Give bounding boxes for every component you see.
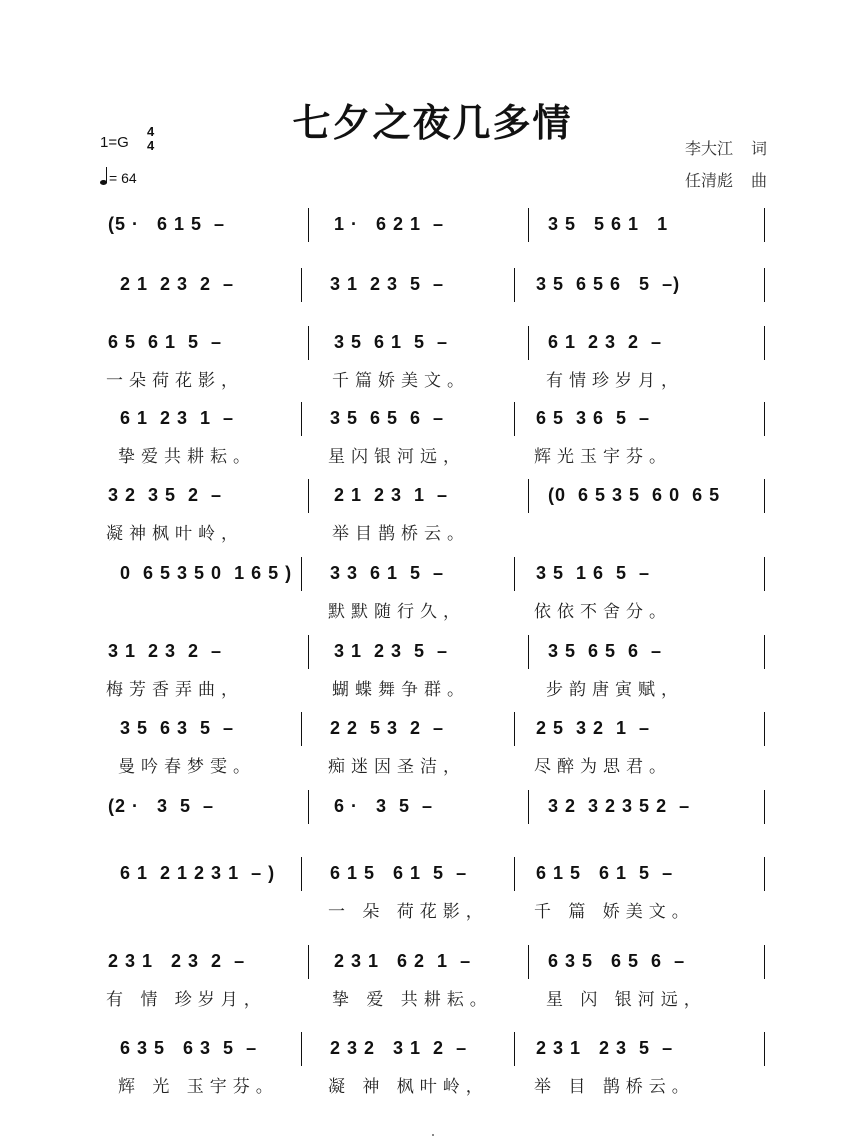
measure-lyrics: 尽醉为思君。 (534, 757, 672, 777)
tempo-marking (100, 170, 137, 186)
measure-lyrics: 梅芳香弄曲， (106, 680, 244, 700)
measure-lyrics: 举目鹊桥云。 (332, 524, 470, 544)
measure-lyrics: 凝 神 枫叶岭， (328, 1077, 489, 1097)
barline (514, 1032, 515, 1066)
lyricist-role: 词 (750, 139, 767, 158)
barline (308, 635, 309, 669)
measure-lyrics: 举 目 鹊桥云。 (534, 1077, 695, 1097)
barline (764, 402, 765, 436)
measure-lyrics: 星 闪 银河远， (546, 990, 707, 1010)
measure-notes: 6 5 3 6 5 – (536, 408, 651, 428)
barline (528, 326, 529, 360)
barline (764, 945, 765, 979)
measure-lyrics: 步韵唐寅赋， (546, 680, 684, 700)
score-row (96, 408, 766, 467)
barline (764, 712, 765, 746)
measure-lyrics: 一 朵 荷花影， (328, 902, 489, 922)
measure-notes: 3 5 6 1 5 – (334, 332, 449, 352)
barline (308, 479, 309, 513)
measure-notes: 3 3 6 1 5 – (330, 563, 445, 583)
barline (514, 268, 515, 302)
tempo-value: = 64 (109, 170, 137, 186)
score-row (96, 563, 766, 622)
measure-lyrics: 有 情 珍岁月， (106, 990, 267, 1010)
barline (308, 945, 309, 979)
measure-notes: (2 · 3 5 – (108, 796, 215, 816)
measure-notes: 2 3 1 6 2 1 – (334, 951, 472, 971)
meter-top: 4 (147, 124, 155, 139)
barline (301, 557, 302, 591)
measure-notes: 2 2 5 3 2 – (330, 718, 445, 738)
measure-lyrics: 千 篇 娇美文。 (534, 902, 695, 922)
measure-notes: 6 1 2 3 1 – (120, 408, 235, 428)
measure-notes: 3 1 2 3 2 – (108, 641, 223, 661)
score-row (96, 214, 766, 254)
barline (514, 557, 515, 591)
score-row (96, 641, 766, 700)
measure-notes: 3 5 1 6 5 – (536, 563, 651, 583)
barline (301, 712, 302, 746)
measure-notes: 6 3 5 6 3 5 – (120, 1038, 258, 1058)
measure-notes: 2 1 2 3 1 – (334, 485, 449, 505)
barline (301, 268, 302, 302)
measure-notes: 6 5 6 1 5 – (108, 332, 223, 352)
barline (764, 479, 765, 513)
measure-notes: 2 3 1 2 3 5 – (536, 1038, 674, 1058)
barline (764, 557, 765, 591)
lyricist-credit (685, 136, 767, 159)
measure-notes: 1 · 6 2 1 – (334, 214, 445, 234)
measure-notes: 3 5 6 5 6 – (548, 641, 663, 661)
measure-notes: 2 3 1 2 3 2 – (108, 951, 246, 971)
score-row (96, 951, 766, 1010)
barline (528, 945, 529, 979)
measure-lyrics: 凝神枫叶岭， (106, 524, 244, 544)
measure-lyrics: 蝴蝶舞争群。 (332, 680, 470, 700)
measure-lyrics: 辉光玉宇芬。 (534, 447, 672, 467)
measure-notes: 6 · 3 5 – (334, 796, 434, 816)
measure-lyrics: 曼吟春梦雯。 (118, 757, 256, 777)
measure-notes: 3 5 5 6 1 1 (548, 214, 669, 234)
composer-credit (685, 168, 767, 191)
measure-notes: 2 3 2 3 1 2 – (330, 1038, 468, 1058)
barline (528, 635, 529, 669)
barline (528, 479, 529, 513)
barline (764, 635, 765, 669)
measure-notes: 3 5 6 5 6 5 –) (536, 274, 681, 294)
barline (514, 857, 515, 891)
measure-notes: 3 5 6 5 6 – (330, 408, 445, 428)
barline (528, 208, 529, 242)
measure-lyrics: 星闪银河远， (328, 447, 466, 467)
measure-notes: (0 6 5 3 5 6 0 6 5 (548, 485, 721, 505)
score-row (96, 274, 766, 314)
song-title: 七夕之夜几多情 (292, 100, 573, 145)
barline (301, 1032, 302, 1066)
measure-notes: (5 · 6 1 5 – (108, 214, 226, 234)
barline (764, 208, 765, 242)
barline (308, 326, 309, 360)
lyricist-name: 李大江 (684, 139, 733, 158)
score-row (96, 796, 766, 836)
barline (308, 208, 309, 242)
measure-lyrics: 千篇娇美文。 (332, 371, 470, 391)
composer-name: 任清彪 (684, 171, 733, 190)
score-row (96, 485, 766, 544)
barline (528, 790, 529, 824)
score-row (96, 863, 766, 922)
barline (301, 402, 302, 436)
measure-notes: 2 1 2 3 2 – (120, 274, 235, 294)
measure-notes: 3 1 2 3 5 – (334, 641, 449, 661)
meter-bottom: 4 (147, 138, 155, 153)
page-dot (432, 1134, 434, 1136)
time-signature (147, 125, 154, 153)
key-signature: 1=G (100, 134, 129, 151)
measure-notes: 3 2 3 5 2 – (108, 485, 223, 505)
measure-lyrics: 辉 光 玉宇芬。 (118, 1077, 279, 1097)
measure-notes: 6 1 5 6 1 5 – (330, 863, 468, 883)
measure-notes: 6 3 5 6 5 6 – (548, 951, 686, 971)
measure-notes: 3 1 2 3 5 – (330, 274, 445, 294)
measure-lyrics: 有情珍岁月， (546, 371, 684, 391)
barline (764, 1032, 765, 1066)
barline (301, 857, 302, 891)
measure-lyrics: 默默随行久， (328, 602, 466, 622)
quarter-note-icon (100, 180, 107, 185)
barline (514, 402, 515, 436)
measure-notes: 6 1 5 6 1 5 – (536, 863, 674, 883)
barline (764, 268, 765, 302)
measure-notes: 6 1 2 3 2 – (548, 332, 663, 352)
score-row (96, 1038, 766, 1097)
measure-notes: 3 2 3 2 3 5 2 – (548, 796, 691, 816)
barline (514, 712, 515, 746)
measure-lyrics: 挚 爱 共耕耘。 (332, 990, 493, 1010)
measure-lyrics: 痴迷因圣洁， (328, 757, 466, 777)
barline (764, 857, 765, 891)
score-row (96, 718, 766, 777)
barline (764, 326, 765, 360)
barline (308, 790, 309, 824)
measure-notes: 0 6 5 3 5 0 1 6 5 ) (120, 563, 293, 583)
measure-notes: 2 5 3 2 1 – (536, 718, 651, 738)
measure-lyrics: 挚爱共耕耘。 (118, 447, 256, 467)
barline (764, 790, 765, 824)
measure-notes: 6 1 2 1 2 3 1 – ) (120, 863, 276, 883)
measure-notes: 3 5 6 3 5 – (120, 718, 235, 738)
score-row (96, 332, 766, 391)
measure-lyrics: 依依不舍分。 (534, 602, 672, 622)
measure-lyrics: 一朵荷花影， (106, 371, 244, 391)
composer-role: 曲 (750, 171, 767, 190)
